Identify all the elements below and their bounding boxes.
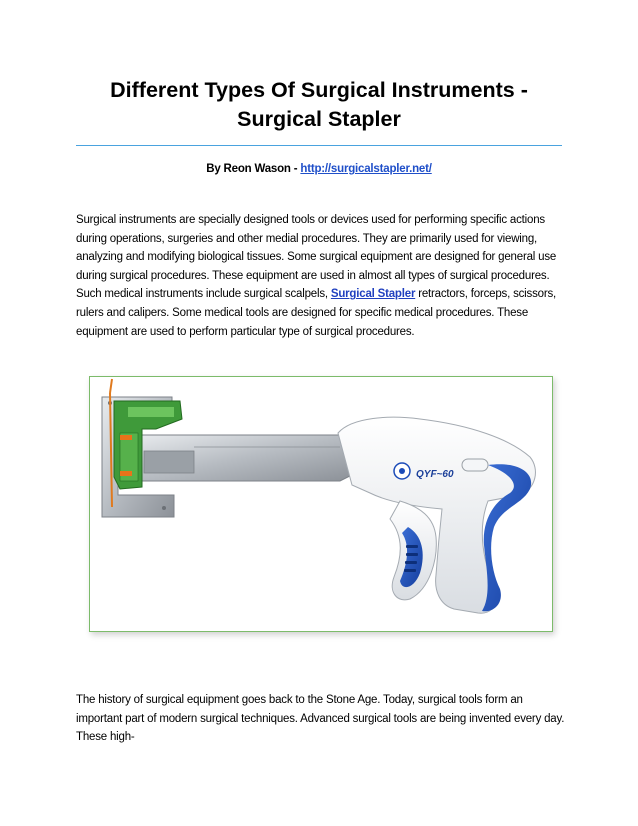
byline-url-link[interactable]: http://surgicalstapler.net/ <box>300 163 432 175</box>
byline-author: By Reon Wason - <box>206 163 301 175</box>
stapler-illustration <box>90 377 553 632</box>
surgical-stapler-image <box>89 376 553 632</box>
paragraph-history: The history of surgical equipment goes back to the Stone Age. Today, surgical tools form an important part of modern surgical techniques. Advanced surgical tools are being invented every day. These high- <box>76 694 565 744</box>
byline <box>76 163 562 175</box>
paragraph-intro-text-a: Surgical instruments are specially designed tools or devices used for performing specific actions during operations, surgeries and other medial procedures. They are primarily used for viewing, analyzing and modifying biological tissues. Some surgical equipment are designed for general use during surgical procedures. These equipment are used in almost all types of surgical procedures. Such medical instruments include surgical scalpels, <box>76 214 557 301</box>
title-line-1: Different Types Of Surgical Instruments - <box>110 78 528 102</box>
device-model-label: QYF~60 <box>416 469 454 480</box>
document-title <box>76 76 562 134</box>
title-divider <box>76 145 562 146</box>
paragraph-intro <box>76 211 568 341</box>
surgical-stapler-link[interactable]: Surgical Stapler <box>330 288 416 301</box>
paragraph-intro-text-b: retractors, forceps, scissors, rulers and calipers. Some medical tools are designed for specific medical procedures. These equipment are used to perform particular type of surgical procedures. <box>76 288 556 338</box>
title-line-2: Surgical Stapler <box>237 107 401 131</box>
